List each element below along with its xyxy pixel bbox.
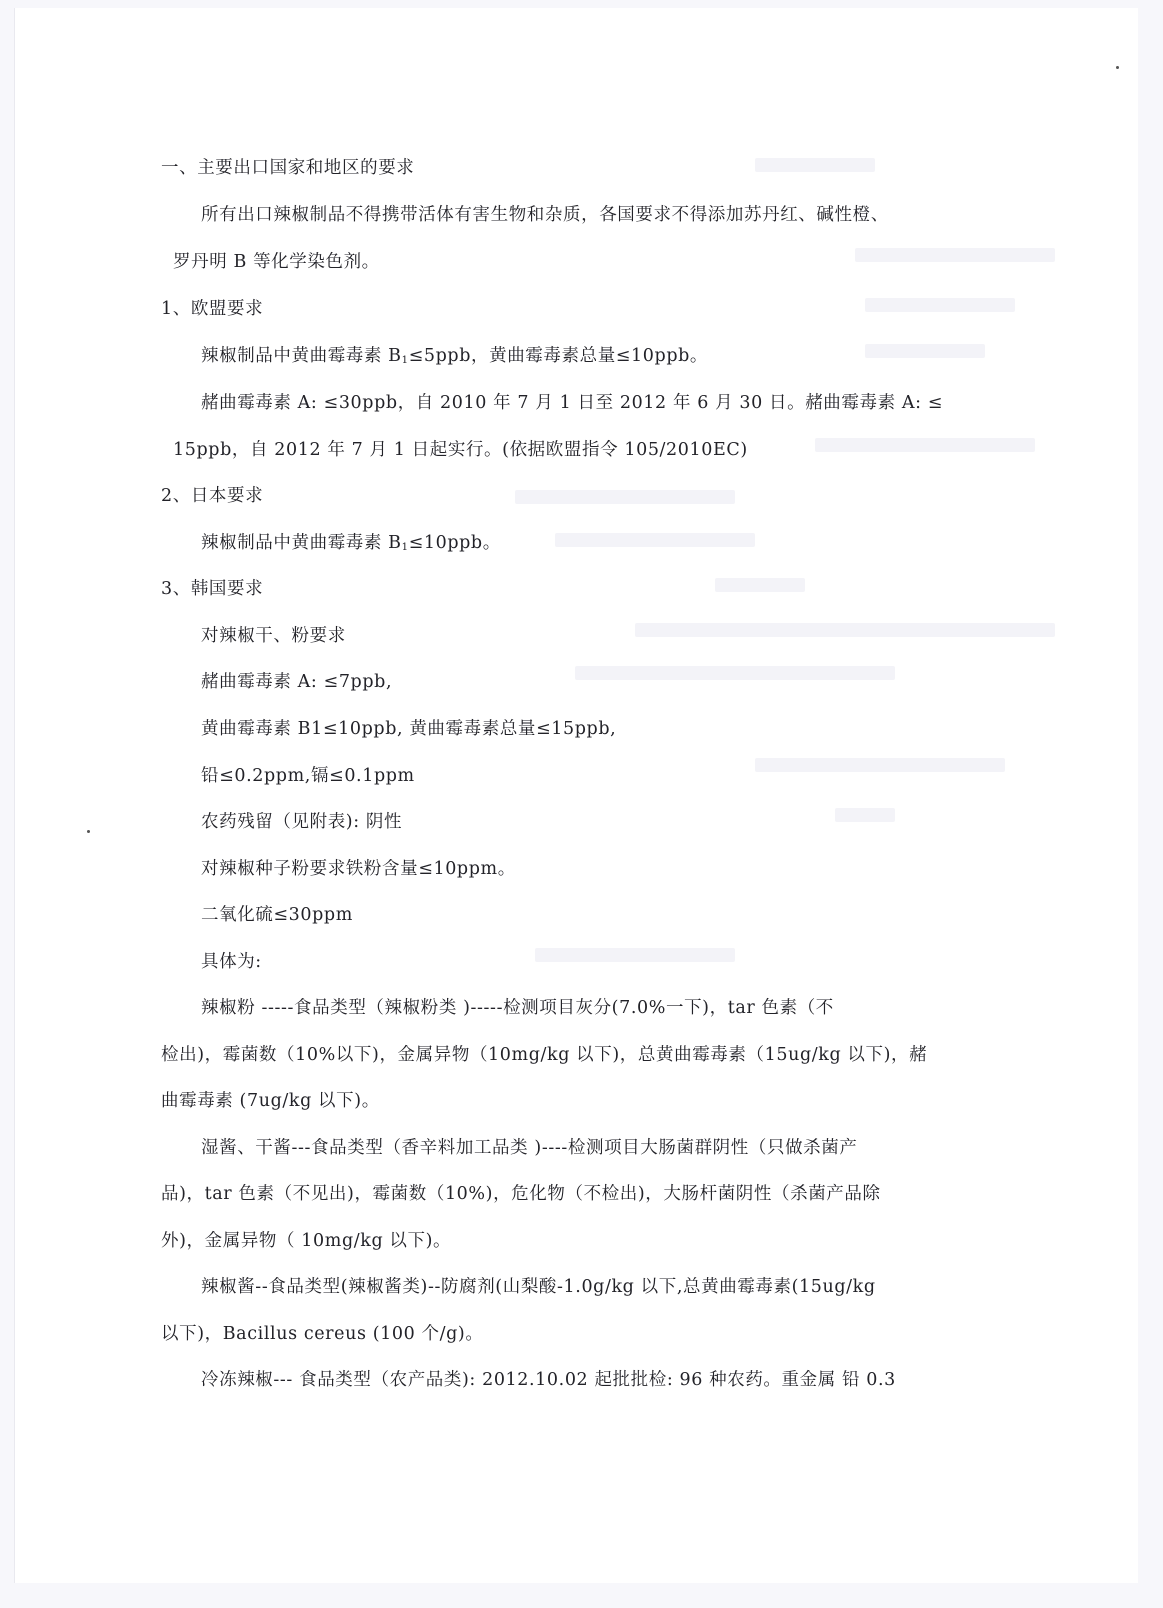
bleed-through-shadow (15, 8, 1138, 1583)
korea-detail-line: 湿酱、干酱---食品类型（香辛料加工品类 )----检测项目大肠菌群阴性（只做杀菌产 (201, 1138, 858, 1158)
korea-detail-line: 品)，tar 色素（不见出)，霉菌数（10%)，危化物（不检出)，大肠杆菌阴性（杀菌产品除 (161, 1184, 881, 1204)
korea-item: 对辣椒种子粉要求铁粉含量≤10ppm。 (201, 859, 516, 879)
japan-requirement (201, 531, 501, 560)
eu-requirement-2b: 15ppb，自 2012 年 7 月 1 日起实行。(依据欧盟指令 105/2010EC) (173, 440, 748, 460)
japan-req-sub: 1 (401, 542, 409, 553)
korea-detail-line: 检出)，霉菌数（10%以下)，金属异物（10mg/kg 以下)，总黄曲霉毒素（15ug/kg 以下)，赭 (161, 1045, 928, 1065)
korea-detail-line: 曲霉毒素 (7ug/kg 以下)。 (161, 1091, 380, 1111)
japan-req-pre: 辣椒制品中黄曲霉毒素 B (201, 533, 402, 553)
eu-req-1-post: ≤5ppb，黄曲霉毒素总量≤10ppb。 (408, 346, 709, 366)
eu-heading: 1、欧盟要求 (161, 299, 264, 319)
eu-requirement-1 (201, 344, 708, 373)
scan-speck (1116, 66, 1119, 69)
korea-item: 黄曲霉毒素 B1≤10ppb, 黄曲霉毒素总量≤15ppb, (201, 719, 617, 739)
eu-requirement-2a: 赭曲霉毒素 A: ≤30ppb，自 2010 年 7 月 1 日至 2012 年 6 月 30 日。赭曲霉毒素 A: ≤ (201, 393, 944, 413)
korea-sub-heading: 对辣椒干、粉要求 (201, 626, 346, 646)
korea-detail-line: 冷冻辣椒--- 食品类型（农产品类): 2012.10.02 起批批检: 96 种农药。重金属 铅 0.3 (201, 1370, 896, 1390)
intro-line-1: 所有出口辣椒制品不得携带活体有害生物和杂质，各国要求不得添加苏丹红、碱性橙、 (201, 205, 889, 225)
korea-detail-line: 外)，金属异物（ 10mg/kg 以下)。 (161, 1231, 452, 1251)
korea-detail-line: 以下)，Bacillus cereus (100 个/g)。 (161, 1324, 484, 1344)
korea-item: 农药残留（见附表): 阴性 (201, 812, 403, 832)
japan-heading: 2、日本要求 (161, 486, 264, 506)
korea-heading: 3、韩国要求 (161, 579, 264, 599)
japan-req-post: ≤10ppb。 (408, 533, 501, 553)
korea-item: 具体为: (201, 952, 262, 972)
eu-req-1-pre: 辣椒制品中黄曲霉毒素 B (201, 346, 402, 366)
intro-line-2: 罗丹明 B 等化学染色剂。 (173, 252, 380, 272)
section-title: 一、主要出口国家和地区的要求 (161, 158, 415, 178)
scan-speck (87, 830, 90, 833)
korea-detail-line: 辣椒粉 -----食品类型（辣椒粉类 )-----检测项目灰分(7.0%一下)，tar 色素（不 (201, 998, 834, 1018)
korea-item: 赭曲霉毒素 A: ≤7ppb, (201, 672, 393, 692)
eu-req-1-sub: 1 (401, 355, 409, 366)
korea-item: 二氧化硫≤30ppm (201, 905, 353, 925)
korea-detail-line: 辣椒酱--食品类型(辣椒酱类)--防腐剂(山梨酸-1.0g/kg 以下,总黄曲霉毒素(15ug/kg (201, 1277, 876, 1297)
document-page (14, 8, 1138, 1583)
korea-item: 铅≤0.2ppm,镉≤0.1ppm (201, 766, 415, 786)
